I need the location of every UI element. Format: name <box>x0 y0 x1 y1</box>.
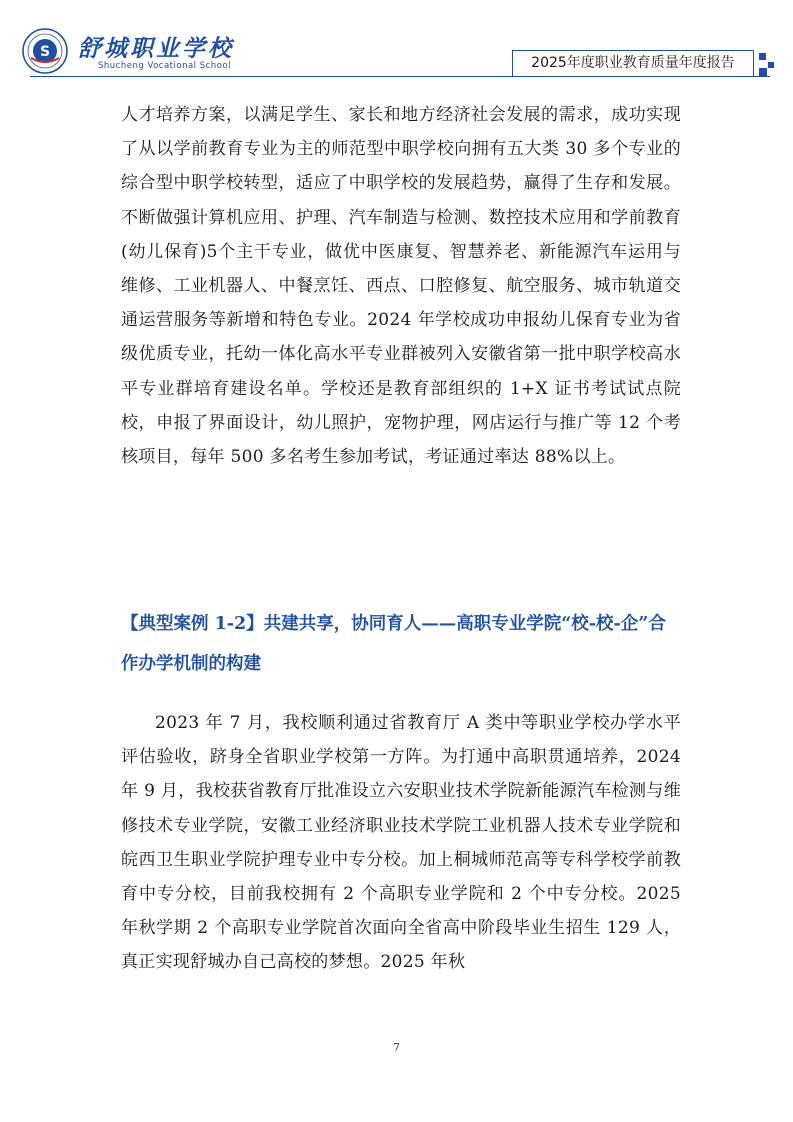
decor-square-2 <box>768 62 774 68</box>
decor-square-1 <box>759 53 766 60</box>
decor-square-3 <box>759 68 767 76</box>
school-name-en: Shucheng Vocational School <box>98 61 231 71</box>
header-divider <box>30 76 770 77</box>
case-paragraph: 2023 年 7 月，我校顺利通过省教育厅 A 类中等职业学校办学水平评估验收，跻身全省职业学校第一方阵。为打通中高职贯通培养，2024 年 9 月，我校获省教育厅批准设立六安职业技术学院新能源汽车检测与维修技术专业学院，安徽工业经济职业技术学院工业机器人技术专业学院和皖西卫生职业学院护理专业中专分校。加上桐城师范高等专科学校学前教育中专分校，目前我校拥有 2 个高职专业学院和 2 个中专分校。2025 年秋学期 2 个高职专业学院首次面向全省高中阶段毕业生招生 129 人，真正实现舒城办自己高校的梦想。2025 年秋 <box>121 713 681 973</box>
case-heading: 【典型案例 1-2】共建共享，协同育人——高职专业学院“校-校-企”合作办学机制的构建 <box>121 614 666 674</box>
report-title-box <box>512 50 754 76</box>
report-title: 2025年度职业教育质量年度报告 <box>531 55 735 71</box>
school-logo-icon <box>22 28 68 74</box>
body-section-1 <box>121 98 681 474</box>
paragraph-continuation: 人才培养方案，以满足学生、家长和地方经济社会发展的需求，成功实现了从以学前教育专业为主的师范型中职学校向拥有五大类 30 多个专业的综合型中职学校转型，适应了中职学校的发展趋势，赢得了生存和发展。不断做强计算机应用、护理、汽车制造与检测、数控技术应用和学前教育(幼儿保育)5个主干专业，做优中医康复、智慧养老、新能源汽车运用与维修、工业机器人、中餐烹饪、西点、口腔修复、航空服务、城市轨道交通运营服务等新增和特色专业。2024 年学校成功申报幼儿保育专业为省级优质专业，托幼一体化高水平专业群被列入安徽省第一批中职学校高水平专业群培育建设名单。学校还是教育部组织的 1+X 证书考试试点院校，申报了界面设计，幼儿照护，宠物护理，网店运行与推广等 12 个考核项目，每年 500 多名考生参加考试，考证通过率达 88%以上。 <box>121 105 681 468</box>
page-header <box>0 0 793 85</box>
body-section-2 <box>121 706 681 980</box>
school-name-cn: 舒城职业学校 <box>78 35 234 62</box>
page-number: 7 <box>393 1041 400 1054</box>
logo-badge-letter: S <box>39 44 51 60</box>
